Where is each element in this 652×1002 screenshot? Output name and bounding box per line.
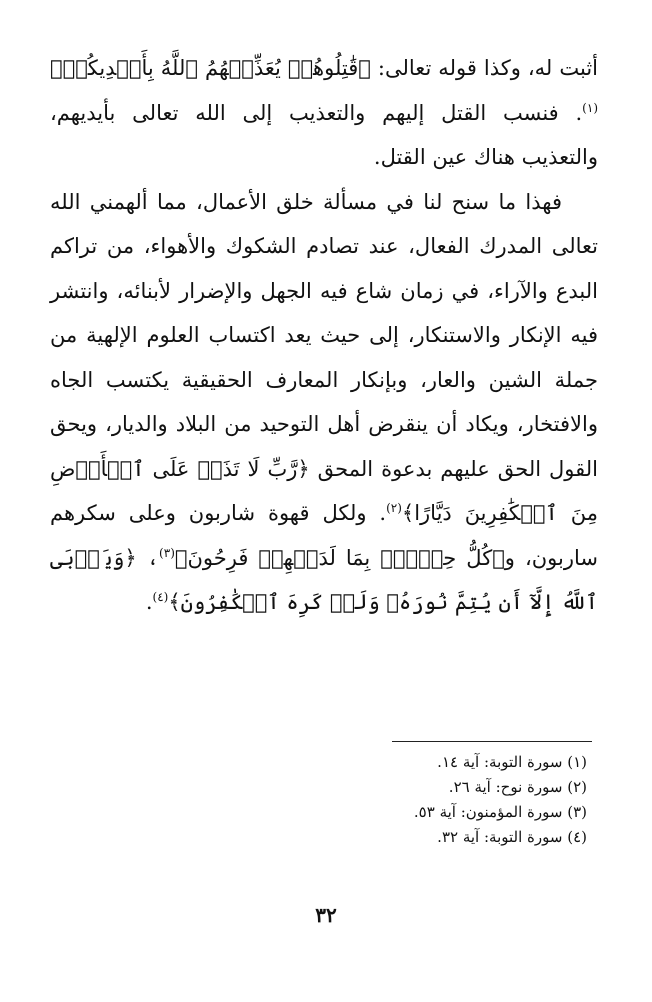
footnote-divider — [392, 741, 592, 742]
footnote-2: (٢) سورة نوح: آية ٢٦. — [448, 778, 587, 796]
paragraph-2 — [50, 180, 598, 625]
footnotes — [287, 750, 587, 850]
footnote-ref-4: (٤) — [152, 590, 169, 604]
footnote-ref-3: (٣) — [159, 545, 175, 560]
text-segment: فهذا ما سنح لنا في مسألة خلق الأعمال، مما ألهمني الله تعالى المدرك الفعال، عند تصادم الشكوك والأهواء، من تراكم البدع والآراء، في زمان شاع فيه الجهل والإضرار لأبنائه، وانتشر فيه الإنكار والاستنكار، إلى حيث يعد اكتساب العلوم الإلهية من جملة الشين والعار، وبإنكار المعارف الحقيقية يكتسب الجاه والافتخار، ويكاد أن ينقرض أهل التوحيد من البلاد والديار، ويحق القول الحق عليهم بدعوة المحق ﴿رَّبِّ لَا تَذَرۡ عَلَى ٱلۡأَرۡضِ مِنَ ٱلۡكَٰفِرِينَ دَيَّارًا﴾ — [50, 189, 598, 525]
page-number: ٣٢ — [315, 903, 337, 927]
text-segment: أثبت له، وكذا قوله تعالى: ﴿قَٰتِلُوهُمۡ يُعَذِّبۡهُمُ ٱللَّهُ بِأَيۡدِيكُمۡ﴾ — [50, 56, 598, 80]
text-segment: ، ﴿وَيَأۡبَى ٱللَّهُ إِلَّآ أَن يُتِمَّ نُورَهُۥ وَلَوۡ كَرِهَ ٱلۡكَٰفِرُونَ﴾ — [50, 545, 598, 614]
footnote-3: (٣) سورة المؤمنون: آية ٥٣. — [413, 803, 587, 821]
text-segment: . ولكل قهوة شاربون وعلى سكرهم ساربون، و﴿كُلُّ حِزۡبِۭ بِمَا لَدَيۡهِمۡ فَرِحُونَ﴾ — [50, 501, 598, 570]
footnote-1: (١) سورة التوبة: آية ١٤. — [437, 753, 587, 771]
text-segment: . فنسب القتل إليهم والتعذيب إلى الله تعالى بأيديهم، والتعذيب هناك عين القتل. — [50, 100, 598, 169]
text-segment: . — [145, 590, 153, 614]
paragraph-1 — [50, 46, 598, 180]
footnote-ref-2: (٢) — [386, 501, 402, 515]
footnote-ref-1: (١) — [582, 100, 598, 115]
footnote-4: (٤) سورة التوبة: آية ٣٢. — [437, 828, 587, 846]
body-text — [50, 46, 598, 625]
